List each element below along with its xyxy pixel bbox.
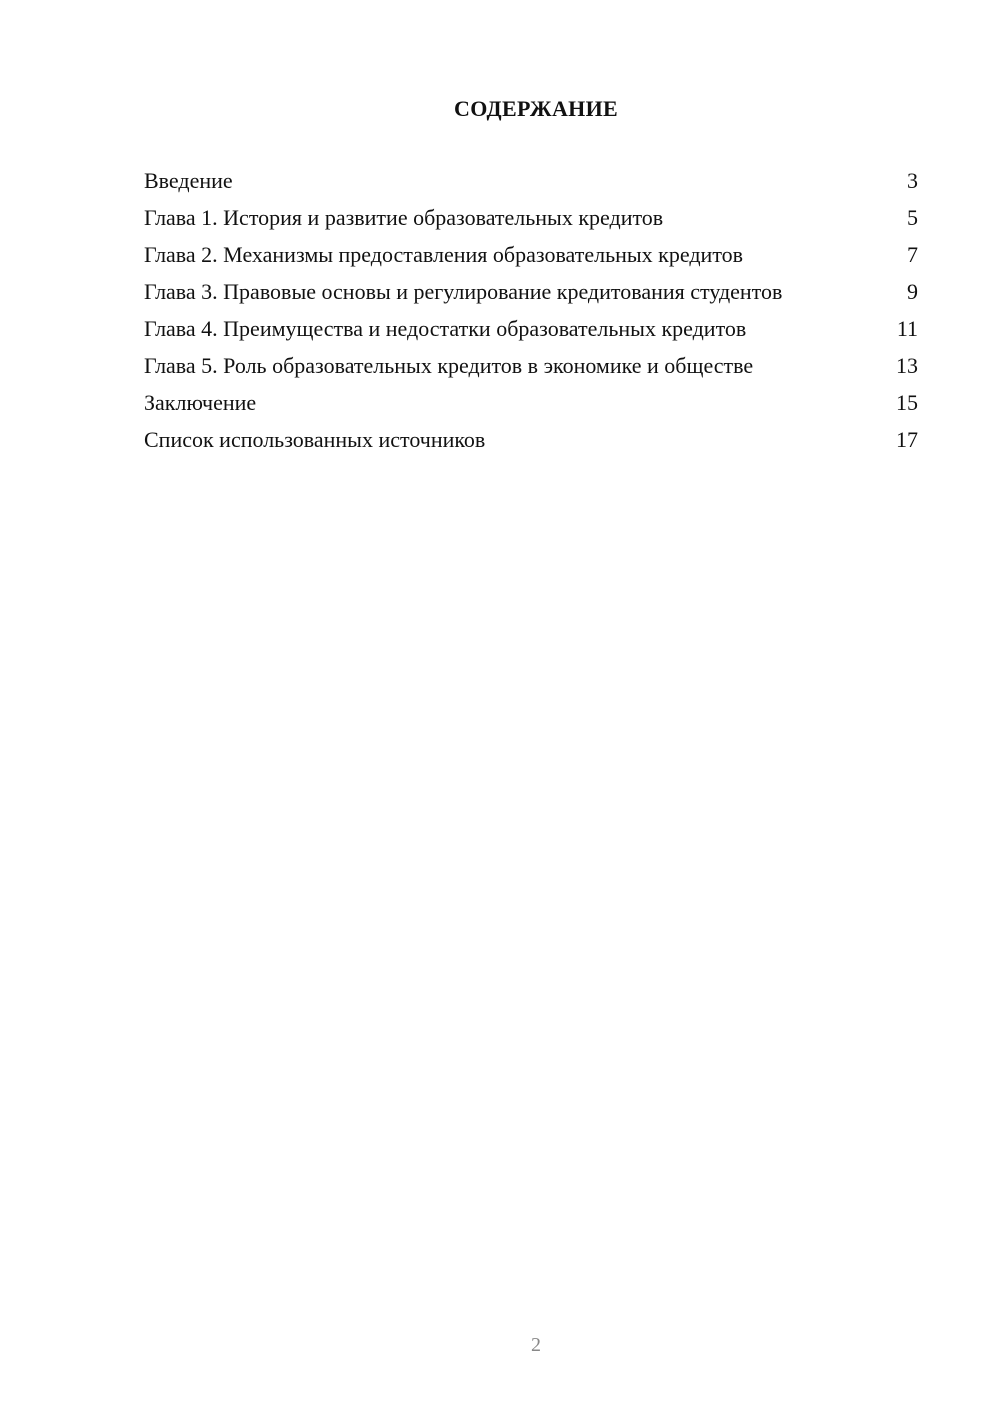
toc-entry-page: 5 [907,205,918,230]
toc-entry-chapter-5[interactable] [144,353,918,379]
toc-entry-text: Глава 4. Преимущества и недостатки образовательных кредитов [144,316,747,341]
toc-entry-text: Глава 2. Механизмы предоставления образовательных кредитов [144,242,744,267]
toc-entry-introduction[interactable] [144,168,918,194]
toc-entry-chapter-4[interactable] [144,316,918,342]
toc-entry-page: 3 [907,168,918,193]
toc-entry-page: 15 [896,390,918,415]
toc-entry-chapter-3[interactable] [144,279,918,305]
toc-entry-text: Глава 1. История и развитие образовательных кредитов [144,205,664,230]
toc-entry-chapter-1[interactable] [144,205,918,231]
toc-entry-page: 9 [907,279,918,304]
toc-title: СОДЕРЖАНИЕ [454,96,618,121]
toc-entry-chapter-2[interactable] [144,242,918,268]
toc-entry-page: 11 [896,316,918,341]
toc-entry-text: Глава 3. Правовые основы и регулирование кредитования студентов [144,279,783,304]
toc-entry-conclusion[interactable] [144,390,918,416]
table-of-contents [144,168,918,464]
toc-entry-page: 17 [896,427,918,452]
toc-entry-page: 7 [907,242,918,267]
toc-entry-page: 13 [896,353,918,378]
toc-entry-text: Заключение [144,390,257,415]
toc-entry-text: Введение [144,168,233,193]
toc-entry-text: Глава 5. Роль образовательных кредитов в экономике и обществе [144,353,754,378]
page-number: 2 [531,1334,541,1356]
toc-entry-references[interactable] [144,427,918,453]
toc-entry-text: Список использованных источников [144,427,486,452]
